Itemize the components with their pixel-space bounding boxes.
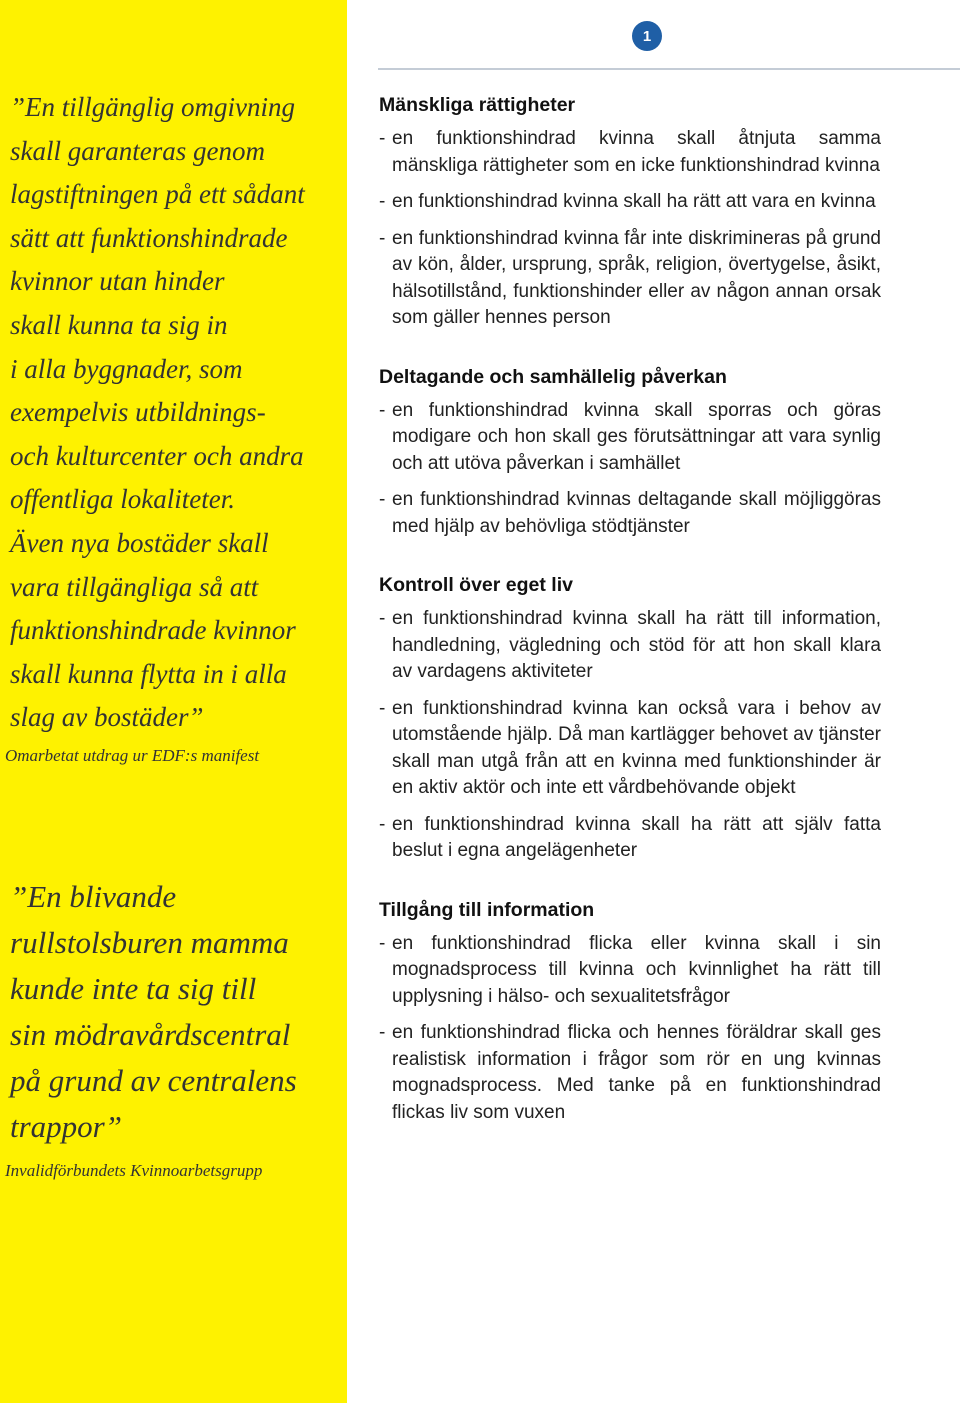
quote-line: sin mödravårdscentral	[10, 1017, 291, 1052]
page-number-badge: 1	[632, 21, 662, 51]
section-access-to-information	[379, 897, 881, 1127]
list-item: - en funktionshindrad kvinna skall ha rätt till information, handledning, vägledning och stöd för att hon skall klara av vardagens aktiviteter	[379, 606, 881, 686]
header-rule	[378, 68, 960, 70]
list-item: - en funktionshindrad kvinna kan också vara i behov av utomstående hjälp. Då man kartlägger behovet av tjänster skall man utgå från att en kvinna med funktionshinder är en aktiv aktör och inte ett vårdbehövande objekt	[379, 696, 881, 802]
section-heading: Deltagande och samhällelig påverkan	[379, 365, 727, 388]
list-item: - en funktionshindrad kvinnas deltagande skall möjliggöras med hjälp av behövliga stödtjänster	[379, 487, 881, 540]
pull-quote-accessibility	[10, 86, 335, 740]
section-heading: Mänskliga rättigheter	[379, 94, 576, 116]
list-item: - en funktionshindrad kvinna får inte diskrimineras på grund av kön, ålder, ursprung, språk, religion, övertygelse, åsikt, hälsotillstånd, funktionshinder eller av någon annan orsak som gäller hennes person	[379, 226, 881, 332]
quote-attribution: Invalidförbundets Kvinnoarbetsgrupp	[5, 1161, 263, 1180]
quote-line: trappor”	[10, 1109, 122, 1144]
quote-line: lagstiftningen på ett sådant	[10, 179, 305, 210]
pull-quote-mother	[10, 874, 335, 1150]
quote-line: kvinnor utan hinder	[10, 266, 225, 297]
quote-line: slag av bostäder”	[10, 702, 204, 733]
quote-line: och kulturcenter och andra	[10, 440, 304, 471]
section-control-over-life	[379, 572, 881, 865]
quote-line: kunde inte ta sig till	[10, 971, 257, 1006]
quote-line: i alla byggnader, som	[10, 353, 243, 384]
quote-line: ”En tillgänglig omgivning	[10, 92, 296, 122]
list-item: - en funktionshindrad flicka eller kvinna skall i sin mognadsprocess till kvinna och kvinnlighet ha rätt till upplysning i hälso- och sexualitetsfrågor	[379, 931, 881, 1011]
section-participation	[379, 364, 881, 541]
quote-line: funktionshindrade kvinnor	[10, 615, 296, 646]
quote-attribution: Omarbetat utdrag ur EDF:s manifest	[5, 746, 260, 765]
list-item: - en funktionshindrad flicka och hennes föräldrar skall ges realistisk information i frågor som rör en ung kvinnas mognadsprocess. Med tanke på en funktionshindrad flickas liv som vuxen	[379, 1020, 881, 1126]
quote-line: rullstolsburen mamma	[10, 925, 289, 960]
list-item: - en funktionshindrad kvinna skall sporras och göras modigare och hon skall ges förutsättningar att vara synlig och att utöva påverkan i samhället	[379, 398, 881, 478]
quote-line: exempelvis utbildnings-	[10, 397, 266, 428]
quote-line: sätt att funktionshindrade	[10, 222, 288, 253]
quote-line: offentliga lokaliteter.	[10, 484, 235, 515]
list-item: - en funktionshindrad kvinna skall ha rätt att själv fatta beslut i egna angelägenheter	[379, 812, 881, 865]
quote-line: skall kunna ta sig in	[10, 309, 228, 340]
quote-line: vara tillgängliga så att	[10, 571, 259, 602]
section-heading: Kontroll över eget liv	[379, 574, 573, 596]
list-item: - en funktionshindrad kvinna skall ha rätt att vara en kvinna	[379, 189, 881, 216]
quote-line: Även nya bostäder skall	[10, 527, 269, 558]
section-heading: Tillgång till information	[379, 898, 595, 921]
main-content	[379, 92, 881, 1126]
quote-line: skall garanteras genom	[10, 135, 265, 166]
yellow-sidebar	[0, 0, 347, 1403]
quote-line: på grund av centralens	[10, 1063, 297, 1098]
section-human-rights	[379, 92, 881, 332]
quote-line: ”En blivande	[10, 879, 177, 914]
quote-line: skall kunna flytta in i alla	[10, 658, 287, 689]
list-item: - en funktionshindrad kvinna skall åtnjuta samma mänskliga rättigheter som en icke funktionshindrad kvinna	[379, 126, 881, 179]
